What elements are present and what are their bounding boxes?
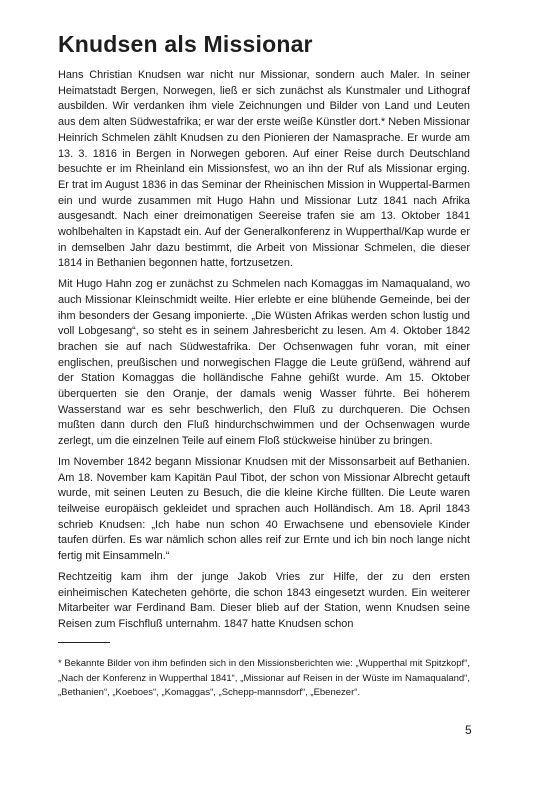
paragraph-1: Hans Christian Knudsen war nicht nur Missionar, sondern auch Maler. In seiner Heimatstadt Bergen, Norwegen, ließ er sich zunächst als Kunstmaler und Lithograf ausbilden. Wir verdanken ihm viele Zeichnungen und Bilder von Land und Leuten aus dem alten Südwestafrika; er war der erste weiße Künstler dort.* Neben Missionar Heinrich Schmelen zählt Knudsen zu den Pionieren der Namasprache. Er wurde am 13. 3. 1816 in Bergen in Norwegen geboren. Auf einer Reise durch Deutschland besuchte er im Rheinland ein Missionsfest, wo an ihn der Ruf als Missionar erging. Er trat im August 1836 in das Seminar der Rheinischen Mission in Wuppertal-Barmen ein und wurde zusammen mit Hugo Hahn und Missionar Lutz 1841 nach Afrika ausgesandt. Nach einer dreimonatigen Seereise trafen sie am 13. Oktober 1841 wohlbehalten in Kapstadt ein. Auf der Generalkonferenz in Wupperthal/Kap wurde er in demselben Jahr dazu bestimmt, die Arbeit von Missionar Schmelen, die dieser 1814 in Bethanien begonnen hatte, fortzusetzen. — [58, 69, 470, 270]
paragraph-2: Mit Hugo Hahn zog er zunächst zu Schmelen nach Komaggas im Namaqualand, wo auch Missionar Kleinschmidt weilte. Hier erlebte er eine blühende Gemeinde, bei der ihm besonders der Gesang imponierte. „Die Wüsten Afrikas werden schon lustig und voll Lobgesang“, so steht es in seinem Jahresbericht zu lesen. Am 4. Oktober 1842 brachen sie auf nach Südwestafrika. Der Ochsenwagen fuhr voran, mit einer englischen, preußischen und norwegischen Flagge die Leute grüßend, während auf der Station Komaggas die holländische Fahne gehißt wurde. Am 15. Oktober überquerten sie den Oranje, der damals wenig Wasser führte. Bei höherem Wasserstand war es sehr beschwerlich, den Fluß zu durchqueren. Die Ochsen mußten dann durch den Fluß hindurchschwimmen und der Ochsenwagen wurde zerlegt, um die einzelnen Teile auf einem Floß stückweise hinüber zu bringen. — [58, 278, 470, 448]
footnote: * Bekannte Bilder von ihm befinden sich in den Missionsberichten wie: „Wupperthal mit Spitzkopf“, „Nach der Konferenz in Wupperthal 1841“, „Missionar auf Reisen in der Wüste im Namaqualand“, „Bethanien“, „Koeboes“, „Komaggas“, „Schepp-mannsdorf“, „Ebenezer“. — [58, 658, 470, 698]
paragraph-4: Rechtzeitig kam ihm der junge Jakob Vries zur Hilfe, der zu den ersten einheimischen Katecheten gehörte, die schon 1843 eingesetzt wurden. Ein weiterer Mitarbeiter war Ferdinand Bam. Dieser blieb auf der Station, wenn Knudsen seine Reisen zum Fischfluß unternahm. 1847 hatte Knudsen schon — [58, 570, 470, 630]
page-title: Knudsen als Missionar — [58, 31, 313, 57]
body-text — [58, 68, 470, 638]
paragraph-3: Im November 1842 begann Missionar Knudsen mit der Missonsarbeit auf Bethanien. Am 18. November kam Kapitän Paul Tibot, der schon von Missionar Albrecht getauft wurde, mit seinen Leuten zu Besuch, die die kleine Kirche füllten. Die Leute waren teilweise europäisch gekleidet und sprachen auch Holländisch. Am 18. April 1843 schrieb Knudsen: „Ich habe nun schon 40 Erwachsene und ebensoviele Kinder taufen dürfen. Es war nämlich schon alles reif zur Ernte und ich bin noch lange nicht fertig mit Einsammeln.“ — [58, 455, 470, 563]
page-number: 5 — [465, 723, 472, 737]
footnote-divider — [58, 642, 110, 643]
